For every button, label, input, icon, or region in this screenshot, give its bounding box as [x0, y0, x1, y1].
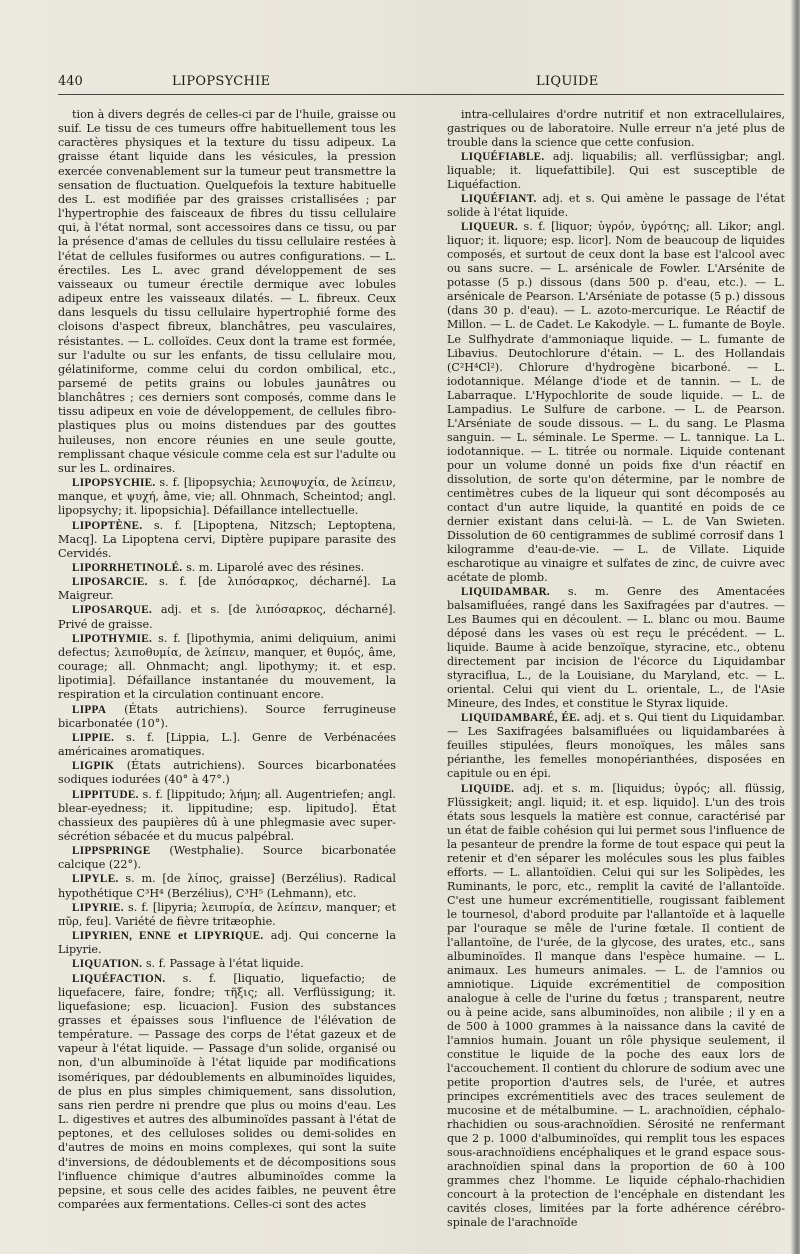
entry-definition: s. f. Passage à l'état liquide. — [145, 957, 304, 971]
dictionary-entry — [447, 192, 785, 220]
dictionary-entry — [58, 788, 396, 845]
entry-definition: tion à divers degrés de celles-ci par de l'huile, graisse ou suif. Le tissu de ces tumeurs offre habituellement tous les caractères physiques et la texture du tissu adipeux. La graisse étant liquide dans les vésicules, la pression exercée convenablement sur la tumeur peut transmettre la sensation de fluctuation. Quelquefois la texture habituelle des L. est modifiée par des graisses cristallisées ; par l'hypertrophie des faisceaux de fibres du tissu cellulaire qui, à l'état normal, sont accessoires dans ce tissu, ou par la présence d'amas de cellules du tissu cellulaire restées à l'état de cellules fusiformes ou autres configurations. — L. érectiles. Les L. avec grand développement de ses vaisseaux ou tumeur érectile dermique avec lobules adipeux entre les vaisseaux dilatés. — L. fibreux. Ceux dans lesquels du tissu cellulaire hypertrophié forme des cloisons d'aspect fibreux, blanchâtres, peu vasculaires, résistantes. — L. colloïdes. Ceux dont la trame est formée, sur l'adulte ou sur les enfants, de tissu cellulaire mou, gélatiniforme, comme celui du cordon ombilical, etc., parsemé de petits grains ou lobules jaunâtres ou blanchâtres ; ces derniers sont composés, comme dans le tissu adipeux en voie de développement, de cellules fibro-plastiques plus ou moins distendues par des gouttes huileuses, non encore réunies en une seule goutte, remplissant chaque vésicule comme cela est sur l'adulte ou sur les L. ordinaires. — [58, 108, 396, 475]
entry-definition: s. f. [lipyria; λειπυρία, de λείπειν, manquer; et πῦρ, feu]. Variété de fièvre tritæophie. — [58, 900, 396, 928]
entry-headword: LIPOPSYCHIE. — [72, 477, 156, 490]
header-rule — [58, 94, 784, 95]
dictionary-entry — [58, 957, 396, 971]
page-number: 440 — [58, 74, 83, 89]
entry-headword: LIQUÉFACTION. — [72, 972, 166, 985]
dictionary-entry — [58, 703, 396, 731]
entry-definition: (États autrichiens). Source ferrugineuse bicarbonatée (10°). — [58, 702, 396, 730]
dictionary-entry — [58, 603, 396, 631]
entry-definition: intra-cellulaires d'ordre nutritif et non extracellulaires, gastriques ou de laboratoire. Nulle erreur n'a jeté plus de trouble dans la science que cette confusion. — [447, 108, 785, 150]
entry-headword: LIQUIDAMBAR. — [461, 586, 550, 599]
entry-definition: s. f. [lippitudo; λήμη; all. Augentriefen; angl. blear-eyedness; it. lippitudine; esp. lipitudo]. État chassieux des paupières dû à une phlegmasie avec super-sécrétion sébacée et du mucus palpébral. — [58, 787, 396, 843]
dictionary-entry — [447, 220, 785, 585]
entry-headword: LIPYRIEN, ENNE et LIPYRIQUE. — [72, 930, 264, 943]
entry-definition: adj. et s. Qui tient du Liquidambar. — Les Saxifragées balsamifluées ou liquidambarées à feuilles stipulées, fleurs monoïques, les mâles sans périanthe, les femelles monopérianthées, disposées en capitule ou en épi. — [447, 711, 785, 781]
entry-definition: s. f. [de λιπόσαρκος, décharné]. La Maigreur. — [58, 575, 396, 603]
dictionary-entry — [58, 972, 396, 1213]
dictionary-entry — [58, 575, 396, 603]
entry-headword: LIPYLE. — [72, 873, 119, 886]
dictionary-entry — [58, 929, 396, 957]
dictionary-entry — [58, 844, 396, 872]
entry-headword: LIPOSARQUE. — [72, 604, 153, 617]
left-column — [58, 108, 396, 1212]
entry-definition: adj. et s. m. [liquidus; ὑγρός; all. flüssig, Flüssigkeit; angl. liquid; it. et esp. liquido]. L'un des trois états sous lesquels la matière est connue, caractérisé par un état de faible cohésion qui lui permet sous l'influence de la pesanteur de prendre la forme de tout espace qui peut la retenir et d'en séparer les molécules sous les plus faibles efforts. — L. allantoïdien. Celui qui sur les Solipèdes, les Ruminants, le porc, etc., remplit la cavité de l'allantoïde. C'est une humeur excrémentitielle, rougissant faiblement le tournesol, d'abord produite par l'allantoïde et à laquelle par l'ouraque se mêle de l'urine fœtale. Il contient de l'allantoïne, de l'urée, de la glycose, des urates, etc., sans albuminoïdes. Il manque dans l'espèce humaine. — L. animaux. Les humeurs animales. — L. de l'amnios ou amniotique. Liquide excrémentitiel de composition analogue à celle de l'urine du fœtus ; transparent, neutre ou à peine acide, sans albuminoïdes, non alibile ; il y en a de 500 à 1000 grammes à la naissance dans la cavité de l'amnios humain. Jouant un rôle physique seulement, il constitue le liquide de la poche des eaux lors de l'accouchement. Il contient du chlorure de sodium avec une petite proportion d'autres sels, de l'urée, et autres principes excrémentitiels avec des traces seulement de mucosine et de métalbumine. — L. arachnoïdien, céphalo-rhachidien ou sous-arachnoïdien. Sérosité ne renfermant que 2 p. 1000 d'albuminoïdes, qui remplit tous les espaces sous-arachnoïdiens encéphaliques et le grand espace sous-arachnoïdien spinal dans la proportion de 60 à 100 grammes chez l'homme. Le liquide céphalo-rhachidien concourt à la protection de l'encéphale en distendant les cavités closes, limitées par la forte adhérence cérébro-spinale de l'arachnoïde — [447, 781, 785, 1230]
dictionary-entry — [447, 150, 785, 192]
entry-headword: LIPOPTÈNE. — [72, 519, 143, 532]
entry-headword: LIQUIDE. — [461, 782, 515, 795]
entry-definition: adj. liquabilis; all. verflüssigbar; angl. liquable; it. liquefattibile]. Qui est susceptible de Liquéfaction. — [447, 150, 785, 192]
entry-headword: LIQUEUR. — [461, 221, 518, 234]
dictionary-entry — [58, 108, 396, 476]
dictionary-entry — [58, 901, 396, 929]
page-header — [58, 74, 770, 94]
right-column — [447, 108, 785, 1231]
entry-definition: s. f. [lipothymia, animi deliquium, animi defectus; λειποθυμία, de λείπειν, manquer, et θυμός, âme, courage; all. Ohnmacht; angl. lipothymy; it. et esp. lipotimia]. Défaillance instantanée du mouvement, la respiration et la circulation continuant encore. — [58, 631, 396, 702]
dictionary-entry — [58, 632, 396, 703]
dictionary-entry — [447, 108, 785, 150]
entry-definition: s. f. [lipopsychia; λειποψυχία, de λείπειν, manque, et ψυχή, âme, vie; all. Ohnmach, Scheintod; angl. lipopsychy; it. lipopsichia]. Défaillance intellectuelle. — [58, 476, 396, 518]
dictionary-entry — [58, 476, 396, 518]
entry-headword: LIPYRIE. — [72, 901, 124, 914]
entry-definition: adj. et s. Qui amène le passage de l'état solide à l'état liquide. — [447, 192, 785, 220]
entry-definition: s. m. Genre des Amentacées balsamifluées, rangé dans les Saxifragées par d'autres. — Les Baumes qui en découlent. — L. blanc ou mou. Baume déposé dans les vases où est reçu le précédent. — L. liquide. Baume à acide benzoïque, styracine, etc., obtenu directement par incision de l'écorce du Liquidambar styraciflua, L., de la Louisiane, du Maryland, etc. — L. oriental. Celui qui vient du L. orientale, L., de l'Asie Mineure, des Indes, et constitue le Styrax liquide. — [447, 585, 785, 711]
entry-headword: LIPPSPRINGE — [72, 845, 151, 858]
entry-headword: LIQUÉFIABLE. — [461, 151, 545, 164]
entry-headword: LIGPIK — [72, 760, 115, 773]
entry-headword: LIPORRHETINOLÉ. — [72, 562, 183, 574]
entry-definition: s. f. [liquatio, liquefactio; de liquefacere, faire, fondre; τῆξις; all. Verflüssigung; it. liquefasione; esp. licuacion]. Fusion des substances grasses et épaisses sous l'influence de l'élévation de température. — Passage des corps de l'état gazeux et de vapeur à l'état liquide. — Passage d'un solide, organisé ou non, d'un albuminoïde à l'état liquide par modifications isomériques, par dédoublements en albuminoïdes liquides, de plus en plus simples chimiquement, sans dissolution, sans rien perdre ni prendre que plus ou moins d'eau. Les L. digestives et autres des albuminoïdes passant à l'état de peptones, et des celluloses solides ou demi-solides en d'autres de moins en moins complexes, qui sont la suite d'inversions, de dédoublements et de décompositions sous l'influence chimique d'autres albuminoïdes comme la pepsine, et sous celle des acides faibles, ne peuvent être comparées aux fermentations. Celles-ci sont des actes — [58, 971, 396, 1212]
entry-definition: s. f. [liquor; ὑγρόν, ὑγρότης; all. Likor; angl. liquor; it. liquore; esp. licor]. Nom de beaucoup de liquides composés, et surtout de ceux dont la base est l'alcool avec ou sans sucre. — L. arsénicale de Fowler. L'Arsénite de potasse (5 p.) dissous (dans 500 p. d'eau, etc.). — L. arsénicale de Pearson. L'Arséniate de potasse (5 p.) dissous (dans 30 p. d'eau). — L. azoto-mercurique. Le Réactif de Millon. — L. de Cadet. Le Kakodyle. — L. fumante de Boyle. Le Sulfhydrate d'ammoniaque liquide. — L. fumante de Libavius. Deutochlorure d'étain. — L. des Hollandais (C²H⁴Cl²). Chlorure d'hydrogène bicarboné. — L. iodotannique. Mélange d'iode et de tannin. — L. de Labarraque. L'Hypochlorite de soude liquide. — L. de Lampadius. Le Sulfure de carbone. — L. de Pearson. L'Arséniate de soude dissous. — L. du sang. Le Plasma sanguin. — L. séminale. Le Sperme. — L. tannique. La L. iodotannique. — L. titrée ou normale. Liquide contenant pour un volume donné un poids fixe d'un réactif en dissolution, de sorte qu'on détermine, par le nombre de centimètres cubes de la liqueur qui sont décomposés au contact d'un autre liquide, la quantité en poids de ce dernier existant dans celui-là. — L. de Van Swieten. Dissolution de 60 centigrammes de sublimé corrosif dans 1 kilogramme d'eau-de-vie. — L. de Villate. Liquide escharotique au vinaigre et sulfates de zinc, de cuivre avec acétate de plomb. — [447, 220, 785, 585]
dictionary-entry — [58, 759, 396, 787]
left-running-head: LIPOPSYCHIE — [172, 74, 271, 89]
entry-headword: LIQUÉFIANT. — [461, 193, 537, 206]
entry-headword: LIPOSARCIE. — [72, 576, 148, 589]
entry-headword: LIPOTHYMIE. — [72, 632, 153, 645]
book-spine-edge — [790, 0, 800, 1254]
entry-definition: s. m. [de λίπος, graisse] (Berzélius). Radical hypothétique C³H⁴ (Berzélius), C³H⁵ (Lehmann), etc. — [58, 872, 396, 900]
dictionary-entry — [447, 711, 785, 781]
entry-definition: s. f. [Lippia, L.]. Genre de Verbénacées américaines aromatiques. — [58, 730, 396, 759]
entry-headword: LIPPA — [72, 703, 107, 716]
dictionary-entry — [58, 519, 396, 561]
dictionary-entry — [58, 872, 396, 900]
entry-headword: LIPPITUDE. — [72, 788, 139, 801]
entry-headword: LIPPIE. — [72, 731, 115, 744]
entry-headword: LIQUIDAMBARÉ, ÉE. — [461, 712, 580, 725]
entry-definition: adj. et s. [de λιπόσαρκος, décharné]. Privé de graisse. — [58, 603, 396, 631]
entry-headword: LIQUATION. — [72, 958, 143, 971]
dictionary-entry — [447, 585, 785, 711]
dictionary-entry — [447, 782, 785, 1231]
dictionary-entry — [58, 731, 396, 759]
dictionary-entry — [58, 561, 396, 575]
entry-definition: s. f. [Lipoptena, Nitzsch; Leptoptena, Macq]. La Lipoptena cervi, Diptère pupipare parasite des Cervidés. — [58, 518, 396, 560]
entry-definition: s. m. Liparolé avec des résines. — [186, 561, 365, 574]
entry-definition: adj. Qui concerne la Lipyrie. — [58, 929, 396, 957]
right-running-head: LIQUIDE — [536, 74, 599, 89]
entry-definition: (Westphalie). Source bicarbonatée calcique (22°). — [58, 844, 396, 872]
entry-definition: (États autrichiens). Sources bicarbonatées sodiques iodurées (40° à 47°.) — [58, 759, 396, 787]
